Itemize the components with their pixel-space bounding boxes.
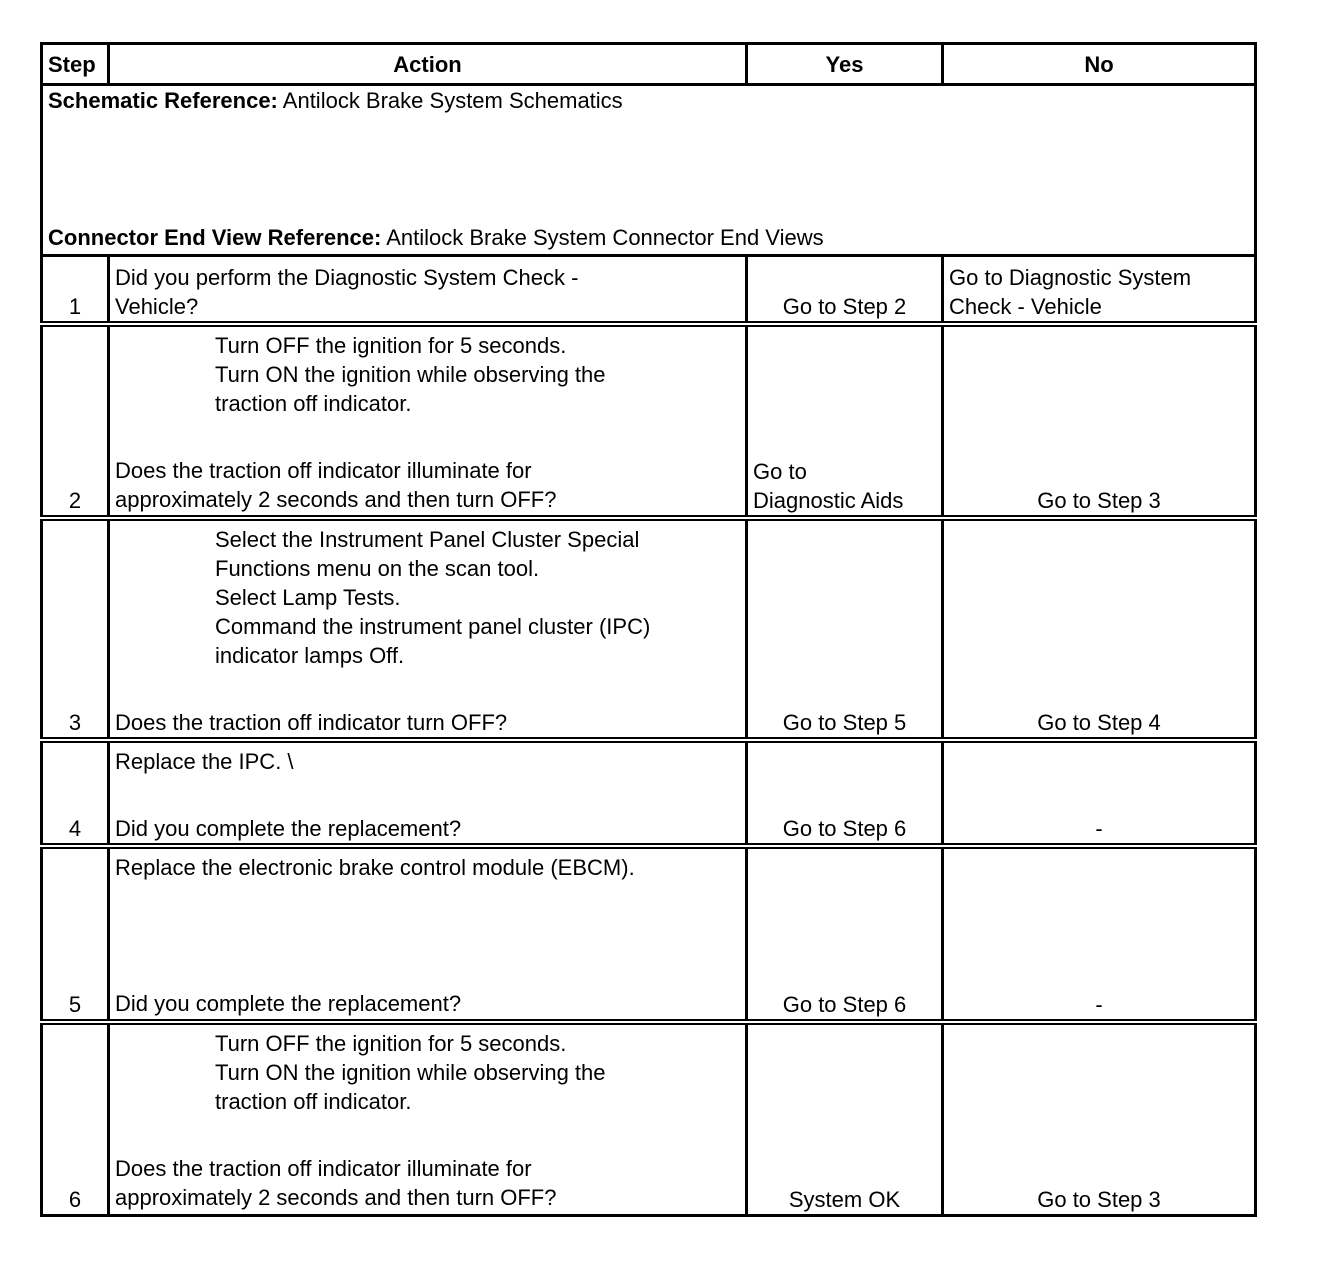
reference-cell (42, 85, 1256, 256)
step-no: Go to Step 3 (943, 324, 1256, 518)
step-no (943, 256, 1256, 324)
step-row-2 (42, 324, 1256, 518)
step-number: 3 (42, 518, 109, 740)
header-row (42, 44, 1256, 85)
step-action (109, 740, 747, 846)
connector-reference (48, 223, 824, 252)
instruction-line: traction off indicator. (215, 390, 412, 416)
question-line: Does the traction off indicator illuminate for (115, 1155, 532, 1181)
connector-reference-label: Connector End View Reference: (48, 225, 382, 250)
connector-reference-value: Antilock Brake System Connector End Views (381, 225, 824, 250)
step-yes: Go to Step 6 (747, 740, 943, 846)
step-row-6 (42, 1022, 1256, 1216)
question-line: Did you complete the replacement? (115, 990, 462, 1016)
step-number: 4 (42, 740, 109, 846)
step-no: Go to Step 3 (943, 1022, 1256, 1216)
question-line: Did you perform the Diagnostic System Check - (115, 264, 579, 290)
step-no: - (943, 740, 1256, 846)
instruction-line: Select the Instrument Panel Cluster Special (215, 526, 640, 552)
action-line: Replace the IPC. \ (115, 748, 294, 774)
step-no: - (943, 846, 1256, 1022)
instruction-line: Turn OFF the ignition for 5 seconds. (215, 332, 567, 358)
step-yes: Go to Step 6 (747, 846, 943, 1022)
instruction-line: indicator lamps Off. (215, 642, 405, 668)
step-no: Go to Step 4 (943, 518, 1256, 740)
step-action (109, 1022, 747, 1216)
step-action (109, 256, 747, 324)
yes-line: Go to (753, 458, 807, 484)
question-line: approximately 2 seconds and then turn OFF? (115, 486, 557, 512)
step-action (109, 846, 747, 1022)
step-row-5 (42, 846, 1256, 1022)
step-number: 2 (42, 324, 109, 518)
step-action (109, 518, 747, 740)
step-action (109, 324, 747, 518)
step-number: 6 (42, 1022, 109, 1216)
instruction-line: Functions menu on the scan tool. (215, 555, 540, 581)
header-step: Step (42, 44, 109, 85)
step-yes: Go to Step 5 (747, 518, 943, 740)
instruction-line: Turn ON the ignition while observing the (215, 1059, 606, 1085)
no-line: Go to Diagnostic System (949, 264, 1192, 290)
question-line: Does the traction off indicator illuminate for (115, 457, 532, 483)
instruction-line: Turn OFF the ignition for 5 seconds. (215, 1030, 567, 1056)
header-yes: Yes (747, 44, 943, 85)
question-line: Vehicle? (115, 293, 199, 319)
step-yes (747, 324, 943, 518)
schematic-reference-value: Antilock Brake System Schematics (277, 88, 623, 113)
step-yes: System OK (747, 1022, 943, 1216)
diagnostic-table (40, 42, 1257, 1217)
step-row-1 (42, 256, 1256, 324)
step-yes: Go to Step 2 (747, 256, 943, 324)
question-line: approximately 2 seconds and then turn OFF? (115, 1184, 557, 1210)
no-line: Check - Vehicle (949, 293, 1102, 319)
question-line: Does the traction off indicator turn OFF? (115, 709, 508, 735)
instruction-line: Command the instrument panel cluster (IPC) (215, 613, 651, 639)
question-line: Did you complete the replacement? (115, 815, 462, 841)
step-number: 5 (42, 846, 109, 1022)
instruction-line: Select Lamp Tests. (215, 584, 401, 610)
step-number: 1 (42, 256, 109, 324)
header-action: Action (109, 44, 747, 85)
instruction-line: traction off indicator. (215, 1088, 412, 1114)
step-row-3 (42, 518, 1256, 740)
header-no: No (943, 44, 1256, 85)
schematic-reference-label: Schematic Reference: (48, 88, 278, 113)
step-row-4 (42, 740, 1256, 846)
action-line: Replace the electronic brake control module (EBCM). (115, 854, 635, 880)
reference-row (42, 85, 1256, 256)
schematic-reference (48, 86, 623, 115)
yes-line: Diagnostic Aids (753, 487, 904, 513)
instruction-line: Turn ON the ignition while observing the (215, 361, 606, 387)
